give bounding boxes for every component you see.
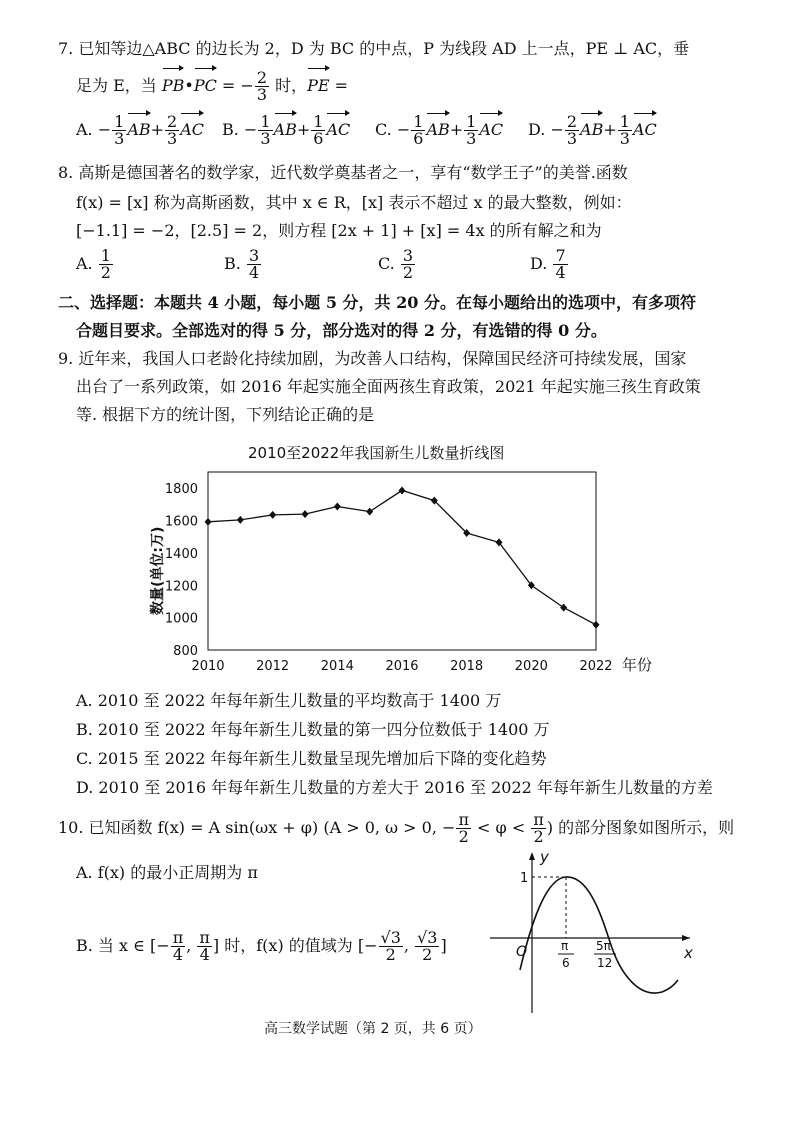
frac-den: 2	[402, 263, 414, 282]
data-point	[366, 508, 373, 516]
q10-stem-pre: 10. 已知函数 f(x) = A sin(ωx + φ) (A > 0, ω > 0, −	[58, 818, 456, 837]
q10-frac-pi2-b	[531, 812, 546, 845]
frac-num: 2	[566, 112, 578, 131]
graph-max-label: 1	[520, 871, 529, 886]
q9-option-c: C. 2015 至 2022 年每年新生儿数量呈现先增加后下降的变化趋势	[76, 749, 547, 768]
frac-den: 3	[566, 129, 578, 148]
y-tick-label: 1800	[164, 482, 198, 498]
x-tick-label: 2020	[514, 659, 548, 674]
series-line	[208, 490, 596, 624]
q7-option-frac2	[311, 114, 325, 147]
section2-line1: 二、选择题：本题共 4 小题，每小题 5 分，共 20 分。在每小题给出的选项中，有多项符	[58, 293, 696, 312]
q10-frac-pi-b: π	[533, 810, 544, 829]
y-axis-arrow-icon	[529, 852, 535, 860]
frac-num: 3	[402, 246, 414, 265]
q7-option-frac1	[411, 114, 425, 147]
q9-option-b: B. 2010 至 2022 年每年新生儿数量的第一四分位数低于 1400 万	[76, 720, 550, 739]
frac-num: 1	[466, 112, 477, 131]
q8-line3: [−1.1] = −2，[2.5] = 2，则方程 [2x + 1] + [x] = 4x 的所有解之和为	[76, 221, 602, 240]
q7-eq: =	[329, 76, 349, 95]
q8-option-label: C.	[378, 254, 400, 273]
plot-frame	[208, 472, 596, 650]
q10-option-a: A. f(x) 的最小正周期为 π	[76, 863, 258, 882]
q7-line2-pre: 足为 E，当	[76, 76, 162, 95]
q10-frac-two: 2	[458, 827, 469, 846]
q7-option-frac1	[258, 114, 272, 147]
x-tick-label: 2014	[320, 659, 354, 674]
q9-line1: 9. 近年来，我国人口老龄化持续加剧，为改善人口结构，保障国民经济可持续发展，国家	[58, 349, 687, 368]
data-point	[399, 486, 406, 494]
q7-option-vec-ab: AB	[426, 115, 449, 145]
q7-vec-pb: PB	[162, 70, 185, 102]
q10-optb-frac4-den: 2	[422, 945, 433, 964]
q7-line2	[76, 70, 348, 103]
graph-tick2-den: 12	[597, 956, 613, 970]
frac-num: 3	[248, 246, 260, 265]
q10-stem-post: ) 的部分图象如图所示，则	[546, 818, 735, 837]
frac-den: 3	[260, 129, 271, 148]
q7-option-vec-ab: AB	[274, 115, 297, 145]
q8-option-frac	[99, 248, 113, 281]
q7-frac-num: 2	[256, 68, 268, 87]
q10-optb-frac3-den: 2	[385, 945, 396, 964]
graph-tick1-den: 6	[562, 956, 570, 970]
x-axis-label: 年份	[622, 656, 653, 674]
y-tick-label: 1000	[164, 611, 198, 627]
data-point	[205, 518, 212, 526]
q8-option-c	[378, 248, 416, 281]
q10-optb-end: ]	[440, 936, 447, 955]
q7-option-vec-ac: AC	[633, 115, 657, 145]
frac-den: 3	[466, 129, 477, 148]
x-tick-label: 2012	[256, 659, 290, 674]
q8-option-label: B.	[224, 254, 246, 273]
x-axis-arrow-icon	[682, 935, 690, 941]
q9-option-a: A. 2010 至 2022 年每年新生儿数量的平均数高于 1400 万	[76, 691, 502, 710]
q8-option-label: A.	[76, 254, 98, 273]
frac-den: 3	[619, 129, 630, 148]
q7-option-label: D. −	[528, 120, 564, 139]
frac-den: 6	[413, 129, 424, 148]
q7-option-vec-ac: AC	[479, 115, 503, 145]
q10-frac-pi2-a	[456, 812, 471, 845]
page-footer: 高三数学试题（第 2 页，共 6 页）	[264, 1021, 482, 1037]
section2-line2: 合题目要求。全部选对的得 5 分，部分选对的得 2 分，有选错的得 0 分。	[76, 321, 607, 340]
q7-option-vec-ac: AC	[180, 115, 204, 145]
q8-option-d	[530, 248, 569, 281]
frac-num: 2	[167, 112, 178, 131]
q7-frac	[255, 70, 269, 103]
q8-line1: 8. 高斯是德国著名的数学家，近代数学奠基者之一，享有“数学王子”的美誉.函数	[58, 163, 628, 182]
q10-optb-frac1-num: π	[172, 928, 184, 947]
line-chart	[0, 462, 794, 712]
q7-vec-pc: PC	[194, 70, 217, 102]
x-tick-label: 2022	[579, 659, 613, 674]
q7-option-label: A. −	[76, 120, 112, 139]
q10-optb-frac3	[379, 930, 403, 963]
y-tick-label: 1600	[164, 514, 198, 530]
sine-curve	[520, 877, 678, 993]
q7-option-vec-ab: AB	[580, 115, 603, 145]
q10-frac-pi: π	[458, 810, 469, 829]
frac-den: 3	[167, 129, 178, 148]
frac-den: 3	[114, 129, 125, 148]
graph-tick2-num: 5π	[596, 939, 611, 953]
q8-option-frac	[553, 248, 567, 281]
q7-option-frac2	[618, 114, 632, 147]
data-point	[269, 511, 276, 519]
q7-dot: •	[184, 76, 194, 95]
q7-option-vec-ab: AB	[127, 115, 150, 145]
q7-option-d	[528, 114, 657, 147]
q7-option-c	[375, 114, 503, 147]
y-tick-label: 1400	[164, 546, 198, 562]
q8-line2: f(x) = [x] 称为高斯函数，其中 x ∈ R，[x] 表示不超过 x 的最大整数，例如：	[76, 193, 632, 212]
q10-optb-frac2-num: π	[199, 928, 210, 947]
data-point	[237, 516, 244, 524]
q7-frac-den: 3	[256, 85, 268, 104]
q7-option-frac2	[464, 114, 478, 147]
frac-num: 1	[100, 246, 111, 265]
graph-origin-label: O	[516, 944, 528, 960]
data-point	[334, 502, 341, 510]
q7-option-frac2	[165, 114, 179, 147]
q7-option-frac1	[565, 114, 579, 147]
y-tick-label: 800	[173, 644, 198, 659]
q7-option-plus: +	[449, 120, 464, 139]
q10-optb-mid1: ,	[186, 936, 197, 955]
sine-graph	[490, 848, 720, 1018]
q7-option-label: C. −	[375, 120, 411, 139]
q8-option-a	[76, 248, 114, 281]
q10-optb-frac4-num: √3	[417, 928, 438, 947]
graph-x-label: x	[684, 944, 693, 962]
q7-option-vec-ac: AC	[326, 115, 350, 145]
y-tick-label: 1200	[164, 579, 198, 595]
q10-optb-frac3-num: √3	[380, 928, 401, 947]
data-point	[560, 604, 567, 612]
q8-option-label: D.	[530, 254, 553, 273]
q10-optb-pre: B. 当 x ∈ [−	[76, 936, 170, 955]
q7-option-plus: +	[296, 120, 311, 139]
q7-option-plus: +	[603, 120, 617, 139]
q10-optb-frac1	[171, 930, 186, 963]
graph-tick1-num: π	[561, 939, 569, 953]
q9-line3: 等. 根据下方的统计图，下列结论正确的是	[76, 405, 375, 424]
q10-optb-frac2	[197, 930, 212, 963]
frac-num: 1	[413, 112, 424, 131]
data-point	[302, 510, 309, 518]
graph-y-label: y	[540, 848, 549, 866]
q8-option-b	[224, 248, 262, 281]
data-point	[593, 621, 600, 629]
q10-optb-frac4	[415, 930, 439, 963]
q9-option-d: D. 2010 至 2016 年每年新生儿数量的方差大于 2016 至 2022 年每年新生儿数量的方差	[76, 778, 713, 797]
frac-den: 4	[555, 263, 566, 282]
frac-den: 4	[248, 263, 260, 282]
q10-option-b	[76, 928, 447, 964]
q7-option-plus: +	[150, 120, 165, 139]
q7-option-a	[76, 114, 204, 147]
frac-num: 1	[313, 112, 324, 131]
q10-optb-mid3: ,	[403, 936, 415, 955]
x-tick-label: 2010	[191, 659, 225, 674]
q10-frac-two-b: 2	[533, 827, 544, 846]
q7-option-label: B. −	[222, 120, 258, 139]
q7-line1: 7. 已知等边△ABC 的边长为 2，D 为 BC 的中点，P 为线段 AD 上一点，PE ⊥ AC，垂	[58, 39, 690, 58]
frac-num: 1	[260, 112, 271, 131]
frac-num: 1	[619, 112, 630, 131]
y-axis-label: 数量(单位:万)	[150, 526, 166, 615]
q7-line2-post: 时，	[270, 76, 308, 95]
q10-optb-frac1-den: 4	[172, 945, 184, 964]
q10-stem	[58, 812, 734, 845]
q7-option-frac1	[112, 114, 126, 147]
frac-den: 2	[100, 263, 111, 282]
chart-title: 2010至2022年我国新生儿数量折线图	[248, 444, 505, 462]
q7-option-b	[222, 114, 350, 147]
x-tick-label: 2018	[450, 659, 484, 674]
q8-option-frac	[401, 248, 415, 281]
q9-line2: 出台了一系列政策，如 2016 年起实施全面两孩生育政策，2021 年起实施三孩生育政策	[76, 377, 701, 396]
q8-option-frac	[247, 248, 261, 281]
q10-optb-frac2-den: 4	[199, 945, 210, 964]
frac-num: 7	[555, 246, 566, 265]
q10-optb-mid2: ] 时，f(x) 的值域为 [−	[212, 936, 378, 955]
q7-vec-pe: PE	[307, 70, 329, 102]
q10-stem-mid: < φ <	[471, 818, 531, 837]
x-tick-label: 2016	[385, 659, 419, 674]
frac-den: 6	[313, 129, 324, 148]
q7-eq-neg: = −	[216, 76, 254, 95]
frac-num: 1	[114, 112, 125, 131]
